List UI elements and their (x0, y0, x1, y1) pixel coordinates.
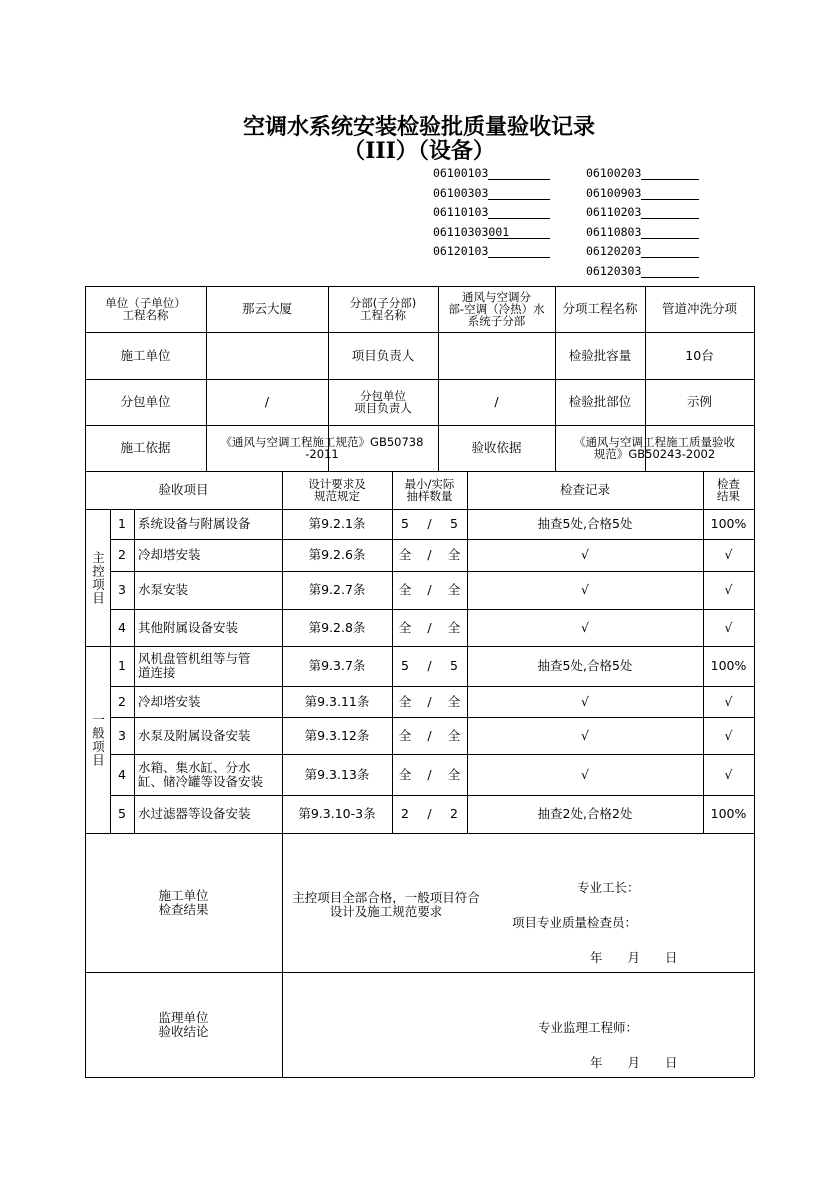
item-name: 系统设备与附属设备 (138, 516, 251, 531)
contractor-result-text: 主控项目全部合格，一般项目符合 设计及施工规范要求 (292, 890, 480, 919)
batch-location-value: 示例 (686, 394, 712, 409)
subcontractor-value: / (264, 394, 270, 409)
item-name: 风机盘管机组等与管 道连接 (138, 651, 251, 680)
item-name: 水泵及附属设备安装 (138, 727, 251, 743)
item-clause: 第9.3.7条 (308, 658, 366, 673)
column-result: 检查 结果 (717, 477, 740, 503)
check-result: √ (724, 766, 733, 782)
item-clause: 第9.2.1条 (308, 516, 366, 531)
check-record: 抽查5处,合格5处 (537, 658, 633, 673)
item-name: 水过滤器等设备安装 (138, 806, 251, 821)
subitem-name-label: 分项工程名称 (562, 301, 638, 316)
sample-slash: / (427, 766, 432, 782)
item-name: 水泵安装 (138, 582, 189, 597)
item-number: 3 (118, 582, 126, 597)
code-right-5: 06120303 (586, 264, 699, 278)
check-record: √ (581, 727, 589, 743)
check-result: √ (724, 693, 733, 709)
item-clause: 第9.3.11条 (304, 693, 370, 709)
quality-inspector-signature: 项目专业质量检查员： (512, 915, 638, 930)
item-clause: 第9.3.13条 (304, 766, 370, 782)
sample-actual: 5 (450, 516, 458, 531)
item-number: 1 (118, 516, 126, 531)
subitem-name-value: 管道冲洗分项 (661, 301, 737, 316)
document-subtitle: （III）（设备） (343, 138, 495, 164)
division-name-value: 通风与空调分 部-空调（冷热）水 系统子分部 (448, 290, 545, 328)
sample-min: 5 (401, 658, 409, 673)
item-number: 3 (118, 727, 126, 743)
item-number: 5 (118, 806, 126, 821)
item-clause: 第9.3.12条 (304, 727, 370, 743)
code-right-3: 06110803 (586, 225, 699, 239)
check-result: 100% (710, 806, 747, 821)
grid-line (282, 833, 283, 1077)
code-right-0: 06100203 (586, 166, 699, 180)
item-clause: 第9.2.7条 (308, 582, 366, 597)
sample-actual: 2 (450, 806, 458, 821)
check-result: √ (724, 547, 733, 562)
column-item: 验收项目 (158, 482, 209, 497)
sample-actual: 全 (447, 727, 461, 743)
unit-name-value: 那云大厦 (241, 301, 292, 316)
batch-location-label: 检验批部位 (568, 394, 632, 409)
grid-line (392, 509, 393, 833)
code-right-1: 06100903 (586, 186, 699, 200)
sample-min: 全 (398, 727, 412, 743)
contractor-date: 年 月 日 (590, 950, 678, 965)
sample-slash: / (427, 516, 432, 531)
contractor-label: 施工单位 (120, 347, 171, 363)
grid-line (754, 471, 755, 509)
code-right-4: 06120203 (586, 244, 699, 258)
code-right-2: 06110203 (586, 205, 699, 219)
sample-slash: / (427, 693, 432, 709)
construction-basis-value: 《通风与空调工程施工规范》GB50738 -2011 (220, 435, 424, 461)
check-record: √ (581, 619, 589, 635)
item-number: 4 (118, 766, 126, 782)
item-name: 冷却塔安装 (138, 693, 201, 709)
acceptance-basis-label: 验收依据 (471, 440, 522, 455)
item-name: 水箱、集水缸、分水 缸、储冷罐等设备安装 (138, 759, 264, 789)
sample-slash: / (427, 547, 432, 562)
item-number: 1 (118, 658, 126, 673)
division-name-label: 分部(子分部) 工程名称 (349, 296, 417, 322)
item-number: 2 (118, 693, 126, 709)
item-clause: 第9.2.8条 (308, 619, 366, 635)
item-number: 4 (118, 619, 126, 635)
grid-line (85, 1077, 754, 1078)
item-clause: 第9.2.6条 (308, 547, 366, 562)
contractor-result-label: 施工单位 检查结果 (158, 887, 209, 917)
check-record: √ (581, 693, 589, 709)
item-clause: 第9.3.10-3条 (298, 806, 376, 821)
construction-basis-label: 施工依据 (120, 440, 171, 455)
sub-pm-label: 分包单位 项目负责人 (354, 389, 412, 415)
check-record: 抽查5处,合格5处 (537, 516, 633, 531)
column-design: 设计要求及 规范规定 (308, 477, 366, 503)
grid-line (85, 646, 754, 647)
column-sample: 最小/实际 抽样数量 (404, 477, 455, 503)
check-result: 100% (710, 658, 747, 673)
sample-slash: / (427, 727, 432, 743)
grid-line (85, 509, 86, 833)
batch-capacity-label: 检验批容量 (568, 347, 632, 363)
project-manager-label: 项目负责人 (351, 347, 415, 363)
sample-slash: / (427, 658, 432, 673)
sample-actual: 全 (447, 619, 461, 635)
check-record: √ (581, 582, 589, 597)
grid-line (282, 509, 283, 833)
grid-line (754, 833, 755, 1077)
general-group-label: 一般项目 (90, 712, 106, 767)
sample-slash: / (427, 582, 432, 597)
check-record: 抽查2处,合格2处 (537, 806, 633, 821)
foreman-signature: 专业工长： (577, 880, 640, 895)
check-result: 100% (710, 516, 747, 531)
sample-min: 全 (398, 547, 412, 562)
sample-slash: / (427, 619, 432, 635)
document-title: 空调水系统安装检验批质量验收记录 (242, 114, 595, 140)
acceptance-basis-value: 《通风与空调工程施工质量验收 规范》GB50243-2002 (574, 435, 735, 461)
sample-actual: 全 (447, 693, 461, 709)
item-name: 冷却塔安装 (138, 547, 201, 562)
check-result: √ (724, 582, 733, 597)
code-left-3: 06110303001 (433, 225, 550, 239)
contractor-value (206, 332, 328, 379)
subcontractor-label: 分包单位 (120, 394, 171, 409)
sample-min: 2 (401, 806, 409, 821)
check-result: √ (724, 619, 733, 635)
sample-actual: 全 (447, 547, 461, 562)
sample-min: 全 (398, 619, 412, 635)
sample-actual: 全 (447, 766, 461, 782)
sample-min: 全 (398, 582, 412, 597)
sample-min: 全 (398, 766, 412, 782)
column-record: 检查记录 (559, 482, 610, 497)
code-left-1: 06100303 (433, 186, 550, 200)
grid-line (110, 509, 111, 833)
grid-line (467, 509, 468, 833)
supervisor-result-label: 监理单位 验收结论 (158, 1009, 209, 1039)
supervising-engineer-signature: 专业监理工程师： (538, 1020, 639, 1035)
code-left-4: 06120103 (433, 244, 550, 258)
supervisor-date: 年 月 日 (590, 1055, 678, 1070)
grid-line (703, 509, 704, 833)
sample-actual: 全 (447, 582, 461, 597)
sub-pm-value: / (494, 394, 499, 409)
grid-line (134, 509, 135, 833)
check-record: √ (581, 547, 589, 562)
code-left-2: 06110103 (433, 205, 550, 219)
code-left-0: 06100103 (433, 166, 550, 180)
item-number: 2 (118, 547, 126, 562)
item-name: 其他附属设备安装 (138, 619, 239, 635)
grid-line (754, 509, 755, 833)
project-manager-value (438, 332, 555, 379)
check-record: √ (581, 766, 589, 782)
batch-capacity-value: 10台 (685, 347, 714, 363)
sample-actual: 5 (450, 658, 458, 673)
sample-min: 全 (398, 693, 412, 709)
sample-slash: / (427, 806, 432, 821)
main-control-group-label: 主控项目 (90, 550, 106, 605)
grid-line (754, 286, 755, 471)
check-result: √ (724, 727, 733, 743)
sample-min: 5 (401, 516, 409, 531)
unit-name-label: 单位（子单位） 工程名称 (105, 296, 186, 322)
